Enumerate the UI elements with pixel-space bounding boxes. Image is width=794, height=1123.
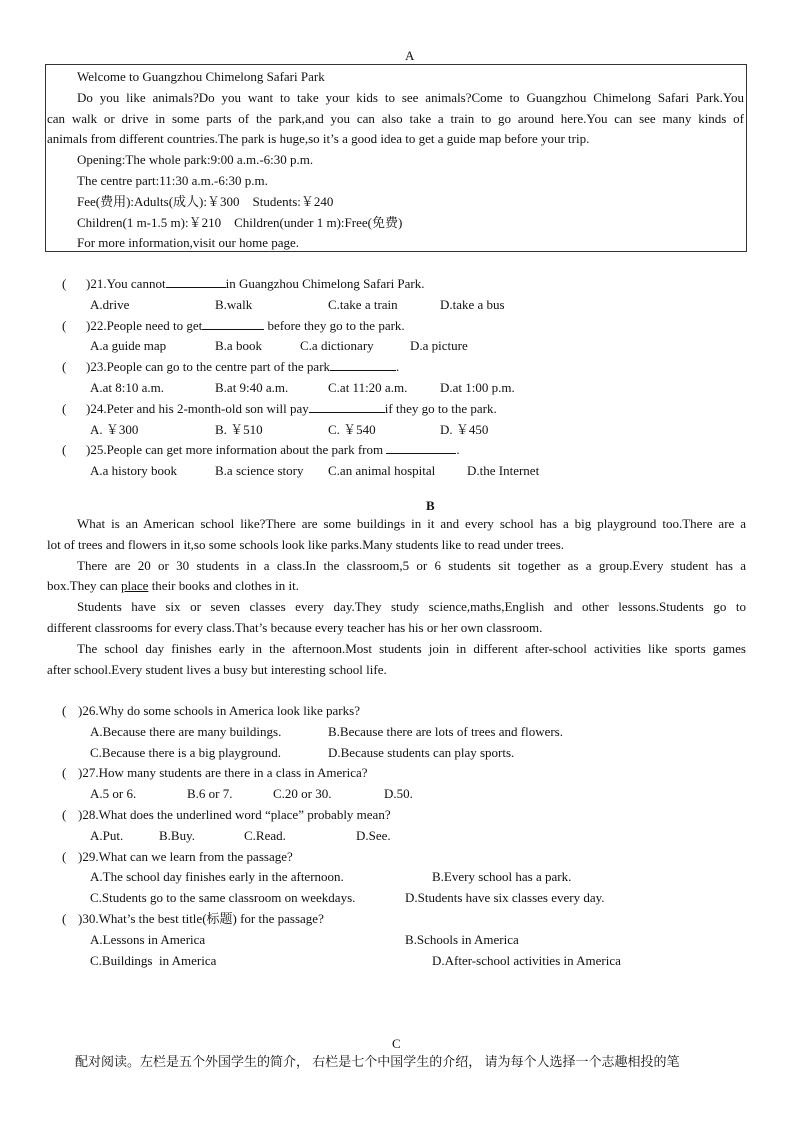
section-a-label: A: [405, 48, 415, 63]
question-26: [0, 701, 794, 722]
question-stem: )25.People can get more information about the park from: [86, 442, 387, 458]
answer-blank: [166, 274, 226, 288]
school-passage: [47, 514, 746, 680]
section-c-label: C: [392, 1036, 401, 1051]
option-c[interactable]: C.a dictionary: [300, 338, 374, 354]
passage-line: There are 20 or 30 students in a class.In the classroom,5 or 6 students sit together as a group.Every student has a: [77, 557, 746, 573]
question-stem: )30.What’s the best title(标题) for the passage?: [78, 910, 324, 926]
section-b-questions: [0, 701, 794, 971]
option-c[interactable]: C.Buildings in America: [90, 952, 217, 968]
option-b[interactable]: B.a book: [215, 338, 262, 354]
notice-info: For more information,visit our home page.: [77, 235, 300, 251]
question-27: [0, 763, 794, 784]
question-stem: )26.Why do some schools in America look like parks?: [78, 703, 360, 718]
option-b[interactable]: B.Because there are lots of trees and flowers.: [328, 723, 563, 739]
options-29-cd: [0, 888, 794, 909]
passage-line: What is an American school like?There are some buildings in it and every school has a big playground too.There are a: [77, 516, 746, 531]
answer-blank: [386, 440, 456, 454]
passage-text: box.They can: [47, 578, 122, 594]
passage-line: different classrooms for every class.That’s because every teacher has his or her own classroom.: [47, 619, 543, 635]
option-b[interactable]: B.Schools in America: [405, 931, 519, 947]
option-b[interactable]: B.6 or 7.: [187, 786, 233, 802]
passage-line: Students have six or seven classes every day.They study science,maths,English and other lessons.Students go to: [77, 599, 746, 615]
option-a[interactable]: A. ￥300: [90, 421, 139, 437]
answer-paren[interactable]: (: [62, 400, 67, 416]
question-stem: )21.You cannot: [86, 276, 166, 291]
passage-text: their books and clothes in it.: [148, 578, 299, 594]
option-c[interactable]: C.20 or 30.: [273, 786, 332, 802]
options-26-ab: [0, 722, 794, 743]
option-d[interactable]: D. ￥450: [440, 421, 489, 437]
option-b[interactable]: B.Buy.: [159, 827, 195, 843]
option-b[interactable]: B.a science story: [215, 463, 304, 479]
park-notice-box: [45, 64, 747, 252]
option-d[interactable]: D.50.: [384, 786, 413, 802]
option-d[interactable]: D.See.: [356, 827, 391, 843]
option-d[interactable]: D.After-school activities in America: [432, 952, 621, 968]
answer-paren[interactable]: (: [62, 359, 67, 375]
notice-line: can walk or drive in some parts of the park,and you can also take a train to go around here.You can see many kinds of: [47, 110, 744, 126]
options-27: [0, 784, 794, 805]
question-stem: )27.How many students are there in a class in America?: [78, 765, 368, 781]
question-stem: )28.What does the underlined word “place” probably mean?: [78, 806, 391, 822]
question-30: [0, 909, 794, 930]
option-a[interactable]: A.drive: [90, 296, 130, 312]
section-c-intro: 配对阅读。左栏是五个外国学生的简介， 右栏是七个中国学生的介绍， 请为每个人选择一个志趣相投的笔: [75, 1054, 680, 1069]
answer-paren[interactable]: (: [62, 910, 67, 926]
answer-blank: [330, 357, 396, 371]
option-a[interactable]: A.Because there are many buildings.: [90, 723, 282, 739]
option-a[interactable]: A.a history book: [90, 463, 178, 479]
passage-line: after school.Every student lives a busy but interesting school life.: [47, 661, 387, 677]
options-30-ab: [0, 930, 794, 951]
answer-blank: [309, 399, 385, 413]
option-c[interactable]: C.take a train: [328, 296, 398, 312]
options-30-cd: [0, 951, 794, 972]
options-25: [0, 461, 794, 482]
option-d[interactable]: D.Because students can play sports.: [328, 744, 515, 760]
question-28: [0, 805, 794, 826]
passage-line: The school day finishes early in the afternoon.Most students join in different after-school activities like sports games: [77, 640, 746, 656]
question-stem: )24.Peter and his 2-month-old son will pay: [86, 400, 309, 416]
question-25: [0, 440, 794, 461]
option-a[interactable]: A.a guide map: [90, 338, 167, 354]
question-stem: )23.People can go to the centre part of the park: [86, 359, 331, 375]
question-21: [0, 274, 794, 295]
option-c[interactable]: C.at 11:20 a.m.: [328, 379, 408, 395]
question-stem: )29.What can we learn from the passage?: [78, 848, 293, 864]
notice-line: animals from different countries.The park is huge,so it’s a good idea to get a guide map before your trip.: [47, 131, 590, 147]
question-29: [0, 847, 794, 868]
section-a-questions: [0, 274, 794, 482]
question-23: [0, 357, 794, 378]
option-b[interactable]: B.walk: [215, 296, 253, 312]
option-c[interactable]: C.an animal hospital: [328, 463, 436, 479]
answer-blank: [202, 316, 264, 330]
question-stem-end: .: [456, 442, 460, 458]
passage-line: lot of trees and flowers in it,so some schools look like parks.Many students like to read under trees.: [47, 536, 565, 552]
passage-line: [47, 576, 746, 597]
section-b-label: B: [426, 498, 435, 513]
option-d[interactable]: D.Students have six classes every day.: [405, 890, 605, 906]
option-a[interactable]: A.Put.: [90, 827, 124, 843]
option-c[interactable]: C.Because there is a big playground.: [90, 744, 281, 760]
question-stem-end: if they go to the park.: [384, 400, 497, 416]
answer-paren[interactable]: (: [62, 765, 67, 781]
option-d[interactable]: D.a picture: [410, 338, 468, 354]
option-a[interactable]: A.The school day finishes early in the afternoon.: [90, 869, 344, 885]
answer-paren[interactable]: (: [62, 703, 67, 718]
options-22: [0, 336, 794, 357]
option-c[interactable]: C. ￥540: [328, 421, 376, 437]
question-22: [0, 316, 794, 337]
option-c[interactable]: C.Students go to the same classroom on weekdays.: [90, 890, 356, 906]
question-stem: )22.People need to get: [86, 317, 203, 333]
notice-fee: Fee(费用):Adults(成人):￥300 Students:￥240: [77, 193, 334, 209]
notice-centre: The centre part:11:30 a.m.-6:30 p.m.: [77, 172, 268, 188]
options-29-ab: [0, 867, 794, 888]
notice-opening: Opening:The whole park:9:00 a.m.-6:30 p.m.: [77, 152, 314, 168]
option-d[interactable]: D.the Internet: [467, 463, 540, 479]
option-d[interactable]: D.at 1:00 p.m.: [440, 379, 515, 395]
option-b[interactable]: B. ￥510: [215, 421, 263, 437]
notice-line: Do you like animals?Do you want to take your kids to see animals?Come to Guangzhou Chimelong Safari Park.You: [77, 89, 744, 105]
answer-paren[interactable]: (: [62, 276, 67, 291]
option-b[interactable]: B.Every school has a park.: [432, 869, 572, 885]
question-24: [0, 399, 794, 420]
answer-paren[interactable]: (: [62, 806, 67, 822]
answer-paren[interactable]: (: [62, 442, 67, 458]
options-21: [0, 295, 794, 316]
notice-title: Welcome to Guangzhou Chimelong Safari Park: [77, 69, 325, 84]
question-stem-end: before they go to the park.: [264, 317, 405, 333]
options-26-cd: [0, 743, 794, 764]
answer-paren[interactable]: (: [62, 848, 67, 864]
question-stem-end: .: [396, 359, 400, 375]
option-d[interactable]: D.take a bus: [440, 296, 505, 312]
options-28: [0, 826, 794, 847]
option-c[interactable]: C.Read.: [244, 827, 286, 843]
options-23: [0, 378, 794, 399]
option-a[interactable]: A.Lessons in America: [90, 931, 206, 947]
options-24: [0, 420, 794, 441]
notice-children-fee: Children(1 m-1.5 m):￥210 Children(under 1 m):Free(免费): [77, 214, 403, 230]
option-a[interactable]: A.at 8:10 a.m.: [90, 379, 165, 395]
option-b[interactable]: B.at 9:40 a.m.: [215, 379, 289, 395]
underlined-word-place: place: [121, 578, 149, 594]
answer-paren[interactable]: (: [62, 317, 67, 333]
question-stem-end: in Guangzhou Chimelong Safari Park.: [225, 276, 425, 291]
option-a[interactable]: A.5 or 6.: [90, 786, 137, 802]
